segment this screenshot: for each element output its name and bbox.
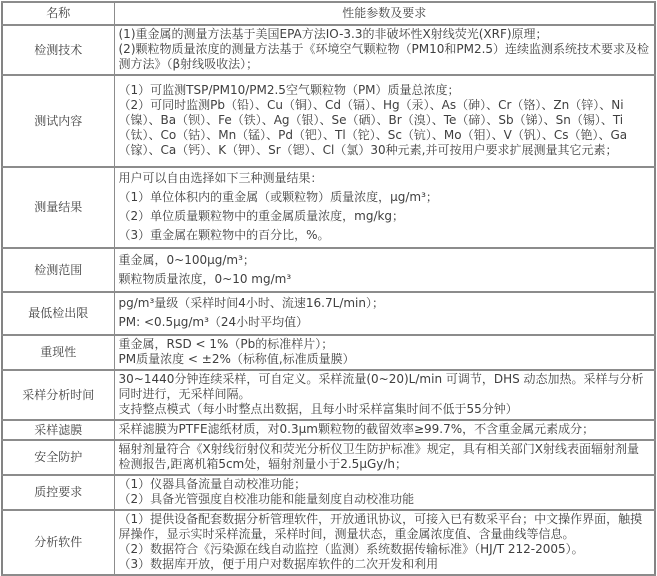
row-name: 检测范围 [2,248,114,292]
row-name: 最低检出限 [2,292,114,335]
content-line: (2)颗粒物质量浓度的测量方法基于《环境空气颗粒物（PM10和PM2.5）连续监测系统技术要求及检测方法》（β射线吸收法）； [118,42,650,71]
row-content [114,440,655,475]
table-row-reproducibility [2,335,655,370]
table-row-sampling-filter [2,420,655,440]
header-row [2,2,655,25]
content-line: （2）单位质量颗粒物中的重金属质量浓度，mg/kg； [118,209,405,223]
table-row-qc-requirements [2,475,655,510]
table-row-test-content [2,75,655,167]
content-line: 支持整点模式（每小时整点出数据，且每小时采样富集时间不低于55分钟） [118,402,518,416]
table-row-safety-protection [2,440,655,475]
content-line: （1）单位体积内的重金属（或颗粒物）质量浓度，μg/m³； [118,190,438,204]
content-line: 采样滤膜为PTFE滤纸材质，对0.3μm颗粒物的截留效率≥99.7%，不含重金属元素成分； [118,422,595,436]
content-line: （3）重金属在颗粒物中的百分比，%。 [118,228,330,242]
content-line: （1）可监测TSP/PM10/PM2.5空气颗粒物（PM）质量总浓度； [118,83,460,97]
content-line: （2）具备光管强度自校准功能和能量刻度自动校准功能 [118,492,415,506]
row-content [114,370,655,420]
row-name: 安全防护 [2,440,114,475]
table-row-detection-limit [2,292,655,335]
row-name: 分析软件 [2,510,114,575]
row-content [114,475,655,510]
column-header-name: 名称 [2,2,114,25]
row-content [114,248,655,292]
content-line: （2）数据符合《污染源在线自动监控（监测）系统数据传输标准》（HJ/T 212-2005）。 [118,542,584,556]
row-name: 质控要求 [2,475,114,510]
row-content [114,167,655,248]
content-line: PM: <0.5μg/m³（24小时平均值） [118,315,309,329]
content-line: pg/m³量级（采样时间4小时、流速16.7L/min）； [118,296,384,310]
content-line: 重金属，RSD < 1%（Pb的标准样片）； [118,337,334,351]
row-content [114,292,655,335]
content-line: 颗粒物质量浓度，0~10 mg/m³ [118,271,292,286]
content-line: 30~1440分钟连续采样，可自定义。采样流量(0~20)L/min 可调节，DHS 动态加热。采样与分析同时进行，无采样间隔。 [118,372,644,401]
content-line: PM质量浓度 < ±2%（标称值,标准质量膜） [118,352,355,366]
content-line: 用户可以自由选择如下三种测量结果： [118,171,323,185]
row-name: 重现性 [2,335,114,370]
table-row-sampling-analysis-time [2,370,655,420]
row-name: 测试内容 [2,75,114,167]
content-line: （2）可同时监测Pb（铅）、Cu（铜）、Cd（镉）、Hg（汞）、As（砷）、Cr（铬）、Zn（锌）、Ni（镍）、Ba（钡）、Fe（铁）、Ag（银）、Se（硒）、Br（溴）、Te（碲）、Sb（锑）、Sn（锡）、Ti（钛）、Co（钴）、Mn（锰）、Pd（钯）、Tl（铊）、Sc（钪）、Mo（钼）、V（钒）、Cs（铯）、Ga（镓）、Ca（钙）、K（钾）、Sr（锶）、Cl（氯）30种元素,并可按用户要求扩展测量其它元素； [118,98,628,157]
row-name: 检测技术 [2,25,114,75]
content-line: 重金属，0~100μg/m³； [118,252,255,267]
table-row-analysis-software [2,510,655,575]
row-content [114,420,655,440]
column-header-params: 性能参数及要求 [114,2,655,25]
content-line: （1）仪器具备流量自动校准功能； [118,477,307,491]
row-content [114,335,655,370]
row-name: 采样分析时间 [2,370,114,420]
content-line: （3）数据库开放，便于用户对数据库软件的二次开发和利用 [118,557,439,571]
spec-table [1,1,656,576]
content-line: (1)重金属的测量方法基于美国EPA方法IO-3.3的非破坏性X射线荧光(XRF)原理； [118,27,548,41]
table-row-detection-technology [2,25,655,75]
row-name: 测量结果 [2,167,114,248]
row-content [114,75,655,167]
row-name: 采样滤膜 [2,420,114,440]
row-content [114,25,655,75]
content-line: （1）提供设备配套数据分析管理软件，开放通讯协议，可接入已有数采平台；中文操作界面，触摸屏操作，显示实时采样流量，采样时间，测量状态，重金属浓度值、含量曲线等信息。 [118,512,643,541]
table-row-measurement-results [2,167,655,248]
content-line: 辐射剂量符合《X射线衍射仪和荧光分析仪卫生防护标准》规定，具有相关部门X射线表面辐射剂量检测报告,距离机箱5cm处，辐射剂量小于2.5μGy/h； [118,442,639,471]
row-content [114,510,655,575]
table-row-detection-range [2,248,655,292]
